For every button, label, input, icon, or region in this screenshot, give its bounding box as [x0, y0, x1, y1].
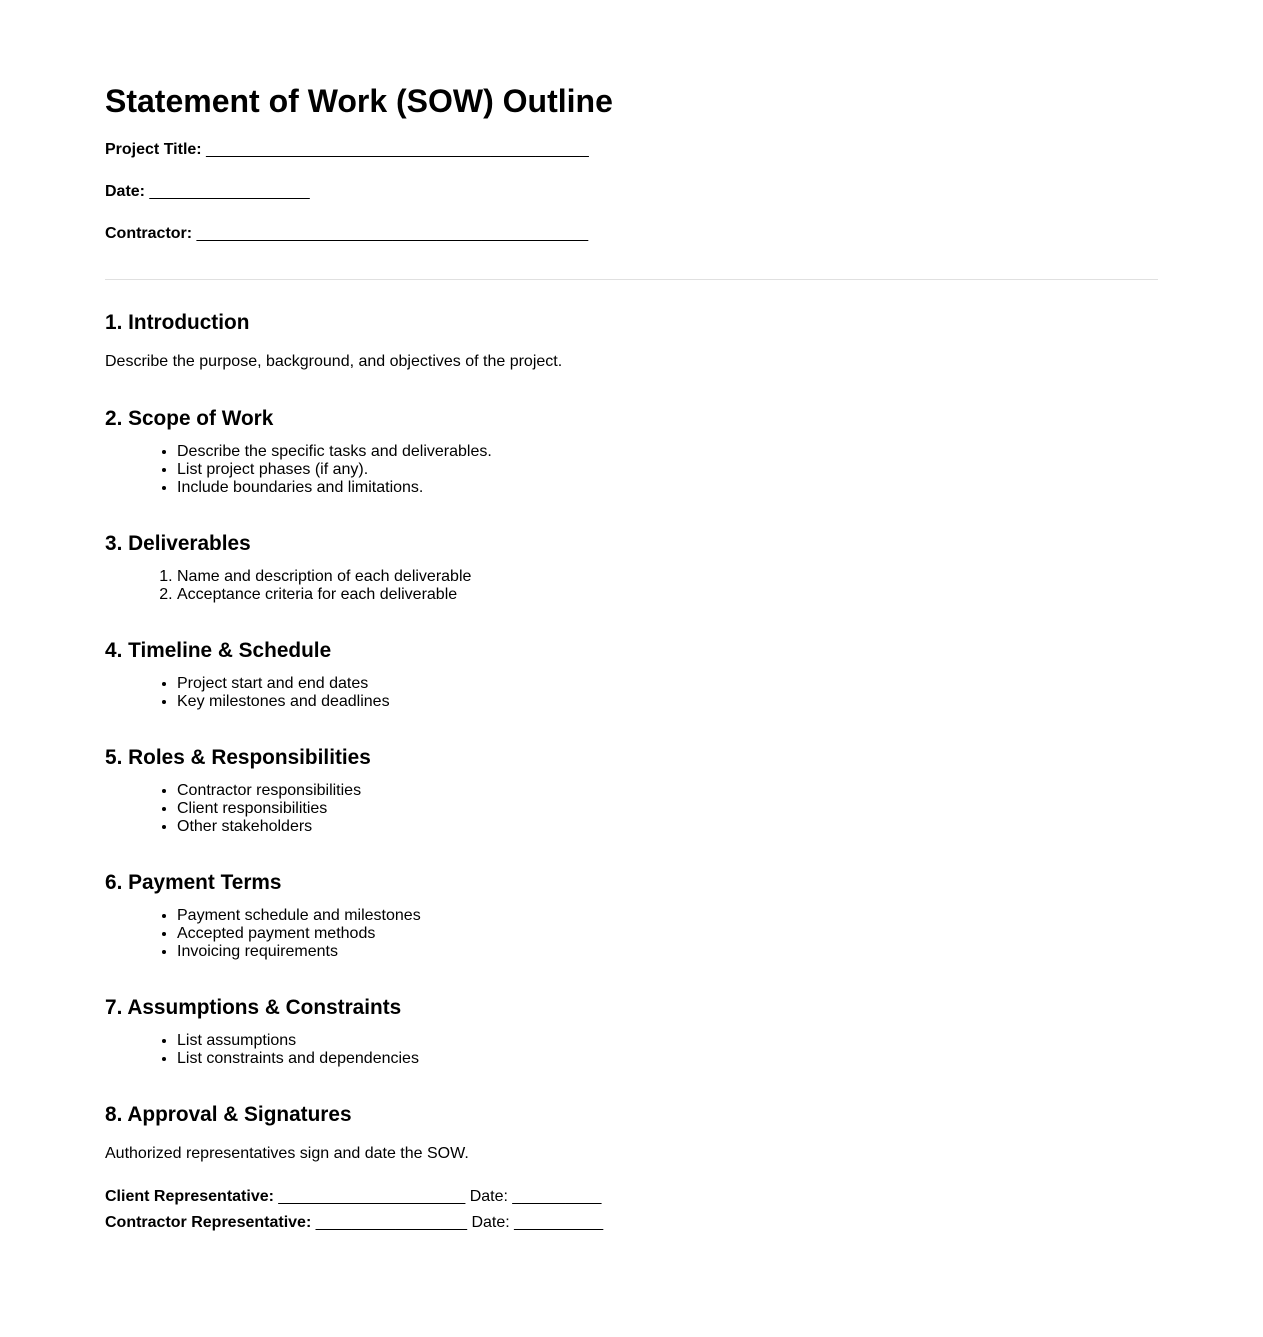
contractor-date-blank[interactable]: __________ — [514, 1214, 604, 1231]
section-text: Describe the purpose, background, and objectives of the project. — [105, 353, 563, 370]
client-signature-blank[interactable]: _____________________ — [278, 1188, 466, 1205]
list-item: 2. Acceptance criteria for each deliverable — [177, 586, 1158, 604]
bullet-list — [105, 675, 1158, 711]
list-item: • Contractor responsibilities — [177, 782, 1158, 800]
divider — [105, 279, 1158, 280]
project-title-field — [105, 140, 1158, 160]
section-heading: 5. Roles & Responsibilities — [105, 746, 371, 769]
client-date-blank[interactable]: __________ — [512, 1188, 602, 1205]
bullet-list — [105, 782, 1158, 836]
section-payment-terms — [105, 870, 1158, 961]
client-signature-row — [105, 1184, 1158, 1210]
bullet-list — [105, 443, 1158, 497]
section-approval — [105, 1102, 1158, 1236]
numbered-list — [105, 568, 1158, 604]
list-item: • List project phases (if any). — [177, 461, 1158, 479]
bullet-list — [105, 907, 1158, 961]
section-heading: 3. Deliverables — [105, 532, 251, 555]
section-timeline — [105, 638, 1158, 711]
section-scope-of-work — [105, 406, 1158, 497]
section-heading: 1. Introduction — [105, 311, 250, 334]
section-deliverables — [105, 531, 1158, 604]
list-item: • Include boundaries and limitations. — [177, 479, 1158, 497]
field-label: Date: — [105, 183, 146, 200]
contractor-field — [105, 224, 1158, 244]
section-heading: 2. Scope of Work — [105, 407, 274, 430]
date-label: Date: — [471, 1214, 510, 1231]
list-item: • Invoicing requirements — [177, 943, 1158, 961]
date-field — [105, 182, 1158, 202]
signature-block — [105, 1184, 1158, 1236]
section-heading: 4. Timeline & Schedule — [105, 639, 332, 662]
list-item: • List assumptions — [177, 1032, 1158, 1050]
section-heading: 6. Payment Terms — [105, 871, 282, 894]
section-roles — [105, 745, 1158, 836]
list-item: • Accepted payment methods — [177, 925, 1158, 943]
list-item: • Project start and end dates — [177, 675, 1158, 693]
section-assumptions — [105, 995, 1158, 1068]
list-item: • Client responsibilities — [177, 800, 1158, 818]
date-label: Date: — [469, 1188, 508, 1205]
contractor-blank[interactable]: ____________________________________________ — [196, 225, 589, 242]
section-text: Authorized representatives sign and date the SOW. — [105, 1145, 469, 1162]
list-item: • Other stakeholders — [177, 818, 1158, 836]
list-item: • List constraints and dependencies — [177, 1050, 1158, 1068]
signature-label: Client Representative: — [105, 1188, 274, 1205]
section-heading: 8. Approval & Signatures — [105, 1103, 352, 1126]
section-introduction — [105, 310, 1158, 372]
list-item: • Describe the specific tasks and deliverables. — [177, 443, 1158, 461]
contractor-signature-blank[interactable]: _________________ — [315, 1214, 468, 1231]
contractor-signature-row — [105, 1210, 1158, 1236]
bullet-list — [105, 1032, 1158, 1068]
list-item: 1. Name and description of each deliverable — [177, 568, 1158, 586]
list-item: • Payment schedule and milestones — [177, 907, 1158, 925]
page-title: Statement of Work (SOW) Outline — [105, 83, 613, 119]
signature-label: Contractor Representative: — [105, 1214, 312, 1231]
date-blank[interactable]: __________________ — [149, 183, 310, 200]
project-title-blank[interactable]: ___________________________________________ — [206, 141, 589, 158]
field-label: Project Title: — [105, 141, 202, 158]
section-heading: 7. Assumptions & Constraints — [105, 996, 402, 1019]
list-item: • Key milestones and deadlines — [177, 693, 1158, 711]
field-label: Contractor: — [105, 225, 193, 242]
